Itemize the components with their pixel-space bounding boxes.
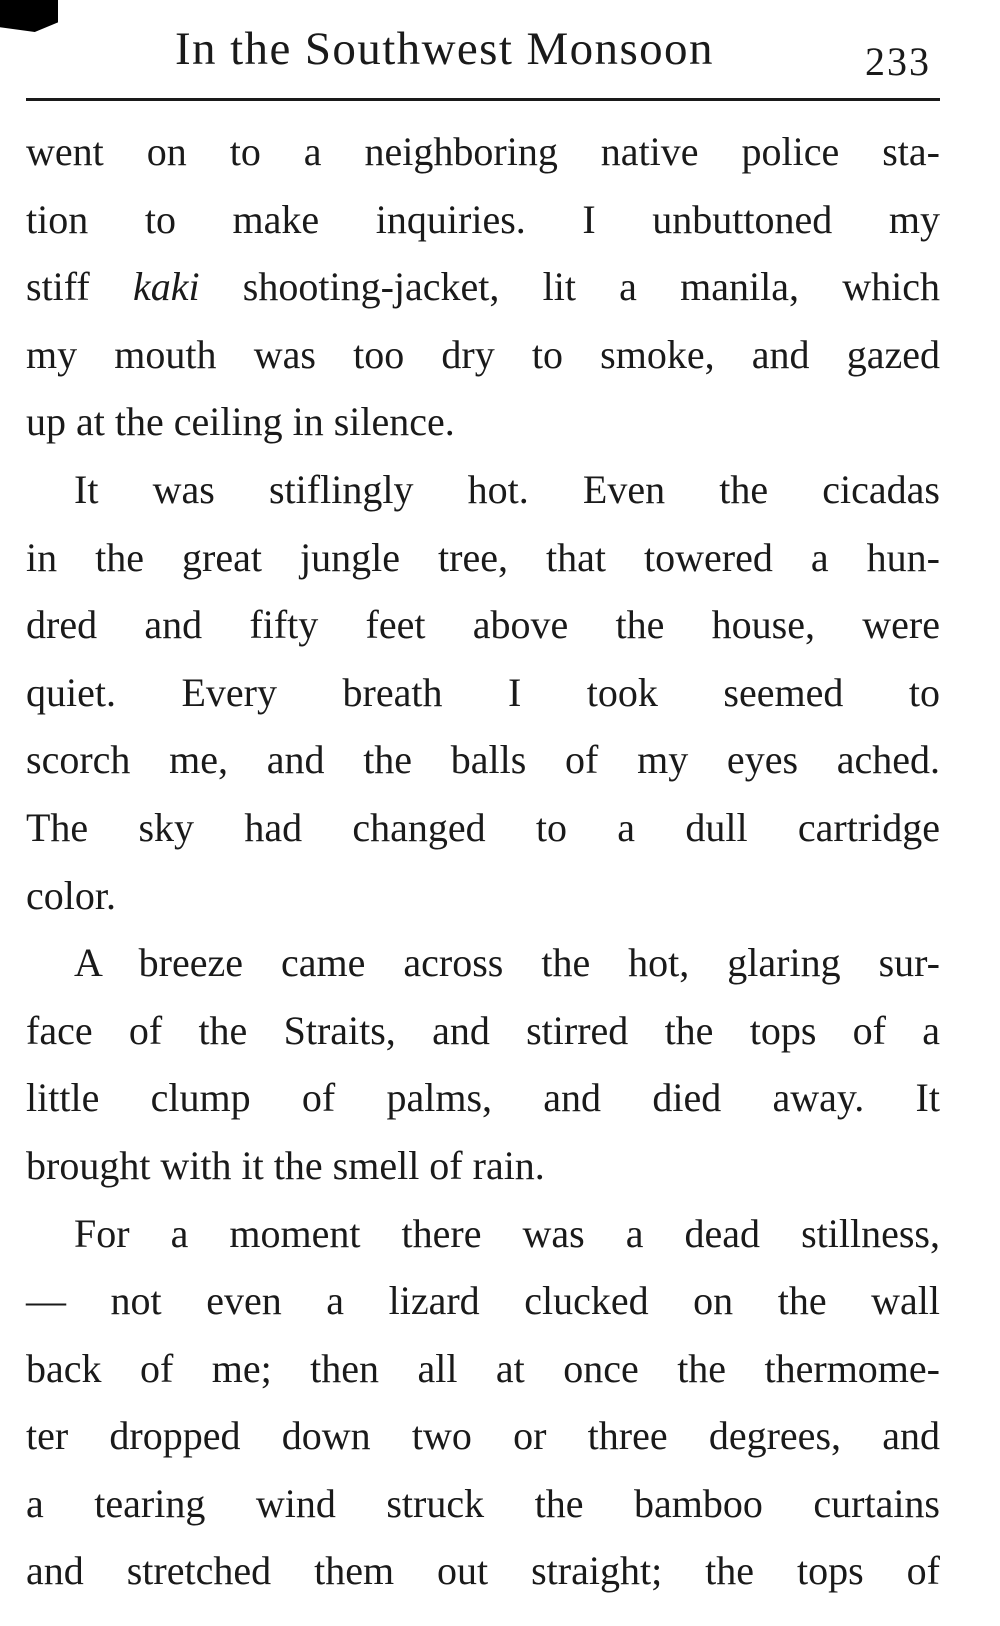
text-line: went on to a neighboring native police sta- [26, 129, 940, 174]
text-run: stiff [26, 264, 133, 310]
text-line: ter dropped down two or three degrees, and [26, 1413, 940, 1459]
text-line: For a moment there was a dead stillness, [74, 1210, 940, 1256]
text-line: The sky had changed to a dull cartridge [26, 804, 940, 850]
text-line: dred and fifty feet above the house, were [26, 602, 940, 648]
text-line [26, 253, 940, 321]
running-head [0, 18, 1000, 88]
text-line: color. [26, 872, 116, 918]
text-line: tion to make inquiries. I unbuttoned my [26, 196, 940, 242]
text-line: brought with it the smell of rain. [26, 1142, 545, 1188]
body-text [26, 118, 940, 1605]
text-line: scorch me, and the balls of my eyes ached. [26, 737, 940, 783]
page-number: 233 [865, 39, 931, 84]
running-title: In the Southwest Monsoon [175, 23, 714, 75]
text-line: quiet. Every breath I took seemed to [26, 669, 940, 715]
text-line: little clump of palms, and died away. It [26, 1075, 940, 1121]
text-line: up at the ceiling in silence. [26, 399, 455, 445]
text-line: and stretched them out straight; the tops of [26, 1548, 940, 1594]
text-line: a tearing wind struck the bamboo curtains [26, 1480, 940, 1526]
text-line: A breeze came across the hot, glaring sur- [74, 940, 940, 986]
text-line: in the great jungle tree, that towered a hun- [26, 534, 940, 580]
text-line: face of the Straits, and stirred the tops of a [26, 1007, 940, 1053]
text-run: shooting-jacket, lit a manila, which [199, 264, 940, 310]
text-line: my mouth was too dry to smoke, and gazed [26, 331, 940, 377]
text-line: — not even a lizard clucked on the wall [26, 1278, 940, 1324]
text-line: back of me; then all at once the thermome- [26, 1345, 940, 1391]
header-rule [26, 98, 940, 101]
italic-term: kaki [132, 264, 200, 310]
text-line: It was stiflingly hot. Even the cicadas [74, 466, 940, 512]
